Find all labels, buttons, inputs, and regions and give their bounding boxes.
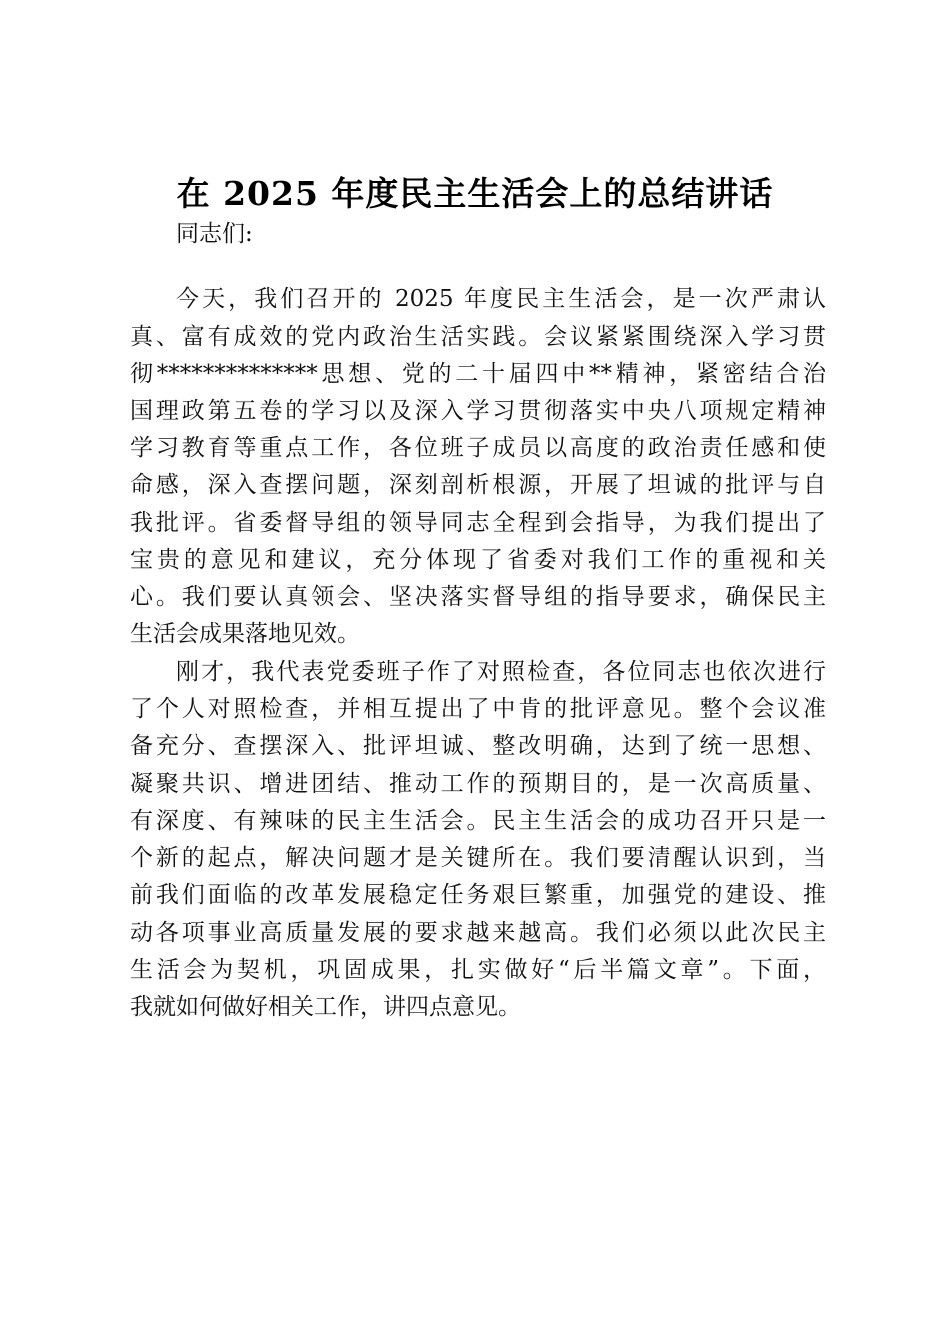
paragraph-line: 今天，我们召开的 2025 年度民主生活会，是一次严肃认 [176, 286, 826, 312]
paragraph-line: 国理政第五卷的学习以及深入学习贯彻落实中央八项规定精神 [130, 398, 826, 424]
paragraph-line: 生活会成果落地见效。 [130, 621, 360, 647]
paragraph-line: 凝聚共识、增进团结、推动工作的预期目的，是一次高质量、 [130, 771, 826, 797]
paragraph-line: 彻**************思想、党的二十届四中**精神，紧密结合治 [130, 361, 826, 387]
paragraph-line: 我批评。省委督导组的领导同志全程到会指导，为我们提出了 [130, 510, 826, 536]
paragraph-line: 备充分、查摆深入、批评坦诚、整改明确，达到了统一思想、 [130, 733, 826, 759]
paragraph-line: 动各项事业高质量发展的要求越来越高。我们必须以此次民主 [130, 920, 826, 946]
paragraph-line: 学习教育等重点工作，各位班子成员以高度的政治责任感和使 [130, 435, 826, 461]
paragraph-line: 生活会为契机，巩固成果，扎实做好“后半篇文章”。下面， [130, 957, 826, 983]
paragraph-line: 命感，深入查摆问题，深刻剖析根源，开展了坦诚的批评与自 [130, 472, 826, 498]
paragraph-line: 前我们面临的改革发展稳定任务艰巨繁重，加强党的建设、推 [130, 882, 826, 908]
paragraph-line: 宝贵的意见和建议，充分体现了省委对我们工作的重视和关 [130, 547, 826, 573]
paragraph-line: 我就如何做好相关工作，讲四点意见。 [130, 994, 521, 1020]
paragraph-line: 有深度、有辣味的民主生活会。民主生活会的成功召开只是一 [130, 808, 826, 834]
paragraph-line: 心。我们要认真领会、坚决落实督导组的指导要求，确保民主 [130, 584, 826, 610]
document-title: 在 2025 年度民主生活会上的总结讲话 [176, 174, 774, 213]
paragraph-line: 个新的起点，解决问题才是关键所在。我们要清醒认识到，当 [130, 845, 826, 871]
paragraph-line: 了个人对照检查，并相互提出了中肯的批评意见。整个会议准 [130, 696, 826, 722]
salutation: 同志们: [176, 221, 253, 247]
paragraph-line: 刚才，我代表党委班子作了对照检查，各位同志也依次进行 [176, 659, 826, 685]
paragraph-line: 真、富有成效的党内政治生活实践。会议紧紧围绕深入学习贯 [130, 324, 826, 350]
